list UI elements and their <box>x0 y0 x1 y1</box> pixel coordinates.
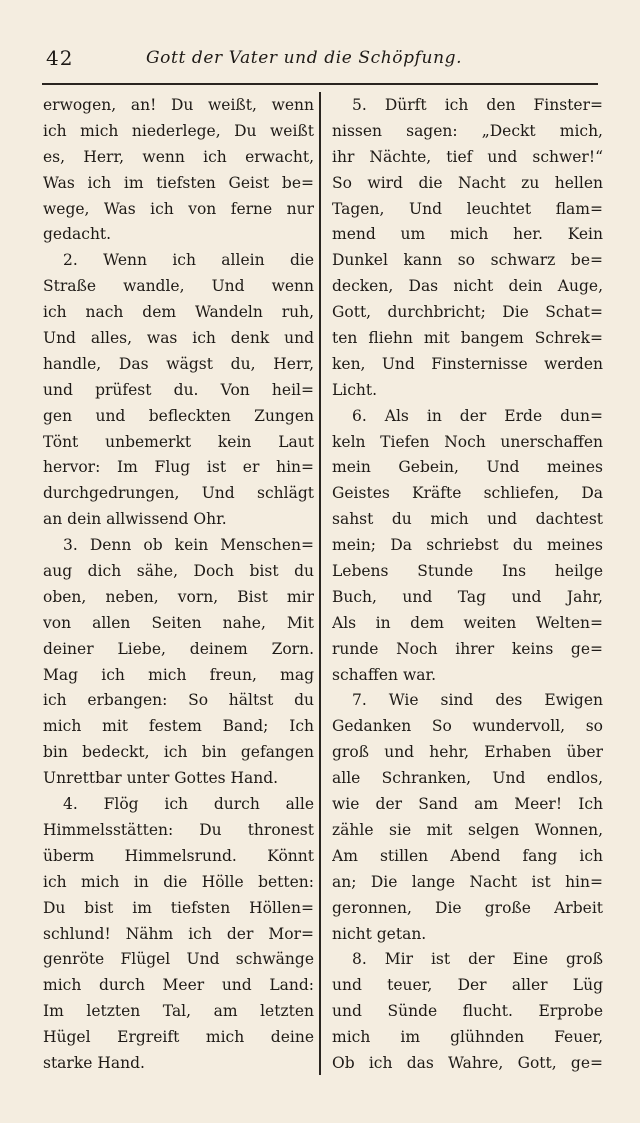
column-divider <box>319 92 321 1075</box>
text-line: und prüfest du. Von heil= <box>43 380 314 399</box>
text-line: mich mit festem Band; Ich <box>43 717 314 736</box>
text-line: wege, Was ich von ferne nur <box>43 199 314 218</box>
text-line: mich im glühnden Feuer, <box>332 1028 603 1047</box>
left-text-column <box>43 93 314 1077</box>
text-line: schaffen war. <box>332 665 437 684</box>
text-line: 6. Als in der Erde dun= <box>352 406 603 425</box>
text-line: Tagen, Und leuchtet flam= <box>332 199 603 218</box>
text-line: 7. Wie sind des Ewigen <box>352 691 603 710</box>
text-line: überm Himmelsrund. Könnt <box>43 846 314 865</box>
text-line: ihr Nächte, tief und schwer!“ <box>332 147 603 166</box>
text-line: Du bist im tiefsten Höllen= <box>43 898 314 917</box>
text-line: sahst du mich und dachtest <box>332 510 603 529</box>
text-line: ich erbangen: So hältst du <box>43 691 314 710</box>
text-line: hervor: Im Flug ist er hin= <box>43 458 314 477</box>
text-line: 8. Mir ist der Eine groß <box>352 950 603 969</box>
text-line: Geistes Kräfte schliefen, Da <box>332 484 603 503</box>
running-title: Gott der Vater und die Schöpfung. <box>146 48 463 68</box>
text-line: ich mich in die Hölle betten: <box>43 872 314 891</box>
text-line: ich nach dem Wandeln ruh, <box>43 303 314 322</box>
text-line: 5. Dürft ich den Finster= <box>352 96 603 114</box>
text-line: mein; Da schriebst du meines <box>332 536 603 555</box>
text-line: Unrettbar unter Gottes Hand. <box>43 769 279 788</box>
page-header <box>46 42 594 78</box>
text-line: groß und hehr, Erhaben über <box>332 743 603 762</box>
text-line: und Sünde flucht. Erprobe <box>332 1002 603 1021</box>
text-line: Gott, durchbricht; Die Schat= <box>332 303 603 322</box>
text-line: handle, Das wägst du, Herr, <box>43 354 314 373</box>
text-line: von allen Seiten nahe, Mit <box>43 613 314 632</box>
text-line: 4. Flög ich durch alle <box>63 795 314 814</box>
text-line: Dunkel kann so schwarz be= <box>332 251 603 270</box>
text-line: Hügel Ergreift mich deine <box>43 1028 314 1047</box>
text-line: Straße wandle, Und wenn <box>43 277 314 296</box>
text-line: mein Gebein, Und meines <box>332 458 603 477</box>
text-line: nicht getan. <box>332 924 427 943</box>
text-line: wie der Sand am Meer! Ich <box>332 795 603 814</box>
text-line: Was ich im tiefsten Geist be= <box>43 173 314 192</box>
text-line: zähle sie mit selgen Wonnen, <box>332 820 603 839</box>
text-line: genröte Flügel Und schwänge <box>43 950 314 969</box>
text-line: oben, neben, vorn, Bist mir <box>43 587 314 606</box>
text-line: Ob ich das Wahre, Gott, ge= <box>332 1053 603 1072</box>
header-rule <box>42 83 598 85</box>
text-line: keln Tiefen Noch unerschaffen <box>332 432 603 451</box>
text-line: Buch, und Tag und Jahr, <box>332 587 603 606</box>
text-line: gen und befleckten Zungen <box>43 406 314 425</box>
text-line: mich durch Meer und Land: <box>43 976 314 995</box>
text-line: bin bedeckt, ich bin gefangen <box>43 743 314 762</box>
text-line: deiner Liebe, deinem Zorn. <box>43 639 314 658</box>
text-line: aug dich sähe, Doch bist du <box>43 562 314 581</box>
text-line: es, Herr, wenn ich erwacht, <box>43 147 314 166</box>
text-line: an dein allwissend Ohr. <box>43 510 227 529</box>
text-line: Mag ich mich freun, mag <box>43 665 314 684</box>
text-line: Tönt unbemerkt kein Laut <box>43 432 314 451</box>
text-line: mend um mich her. Kein <box>332 225 603 244</box>
text-line: alle Schranken, Und endlos, <box>332 769 603 788</box>
text-line: decken, Das nicht dein Auge, <box>332 277 603 296</box>
text-line: an; Die lange Nacht ist hin= <box>332 872 603 891</box>
text-line: schlund! Nähm ich der Mor= <box>43 924 314 943</box>
text-line: So wird die Nacht zu hellen <box>332 173 603 192</box>
text-line: geronnen, Die große Arbeit <box>332 898 603 917</box>
text-line: Und alles, was ich denk und <box>43 329 314 348</box>
page-number: 42 <box>46 46 74 70</box>
text-line: starke Hand. <box>43 1053 145 1072</box>
text-line: gedacht. <box>43 225 112 244</box>
text-line: Lebens Stunde Ins heilge <box>332 562 603 581</box>
right-text-column <box>332 93 603 1077</box>
text-line: ken, Und Finsternisse werden <box>332 354 603 373</box>
text-line: nissen sagen: „Deckt mich, <box>332 121 603 140</box>
text-line: ich mich niederlege, Du weißt <box>43 121 314 140</box>
text-line: 2. Wenn ich allein die <box>63 251 314 270</box>
text-line: erwogen, an! Du weißt, wenn <box>43 96 314 114</box>
text-line: runde Noch ihrer keins ge= <box>332 639 603 658</box>
text-line: ten fliehn mit bangem Schrek= <box>332 329 603 348</box>
text-line: Im letzten Tal, am letzten <box>43 1002 314 1021</box>
text-line: Himmelsstätten: Du thronest <box>43 820 314 839</box>
text-line: und teuer, Der aller Lüg <box>332 976 603 995</box>
text-line: Licht. <box>332 380 378 399</box>
text-line: Am stillen Abend fang ich <box>332 846 603 865</box>
text-line: durchgedrungen, Und schlägt <box>43 484 314 503</box>
text-line: Als in dem weiten Welten= <box>332 613 603 632</box>
text-line: Gedanken So wundervoll, so <box>332 717 603 736</box>
text-line: 3. Denn ob kein Menschen= <box>63 536 314 555</box>
